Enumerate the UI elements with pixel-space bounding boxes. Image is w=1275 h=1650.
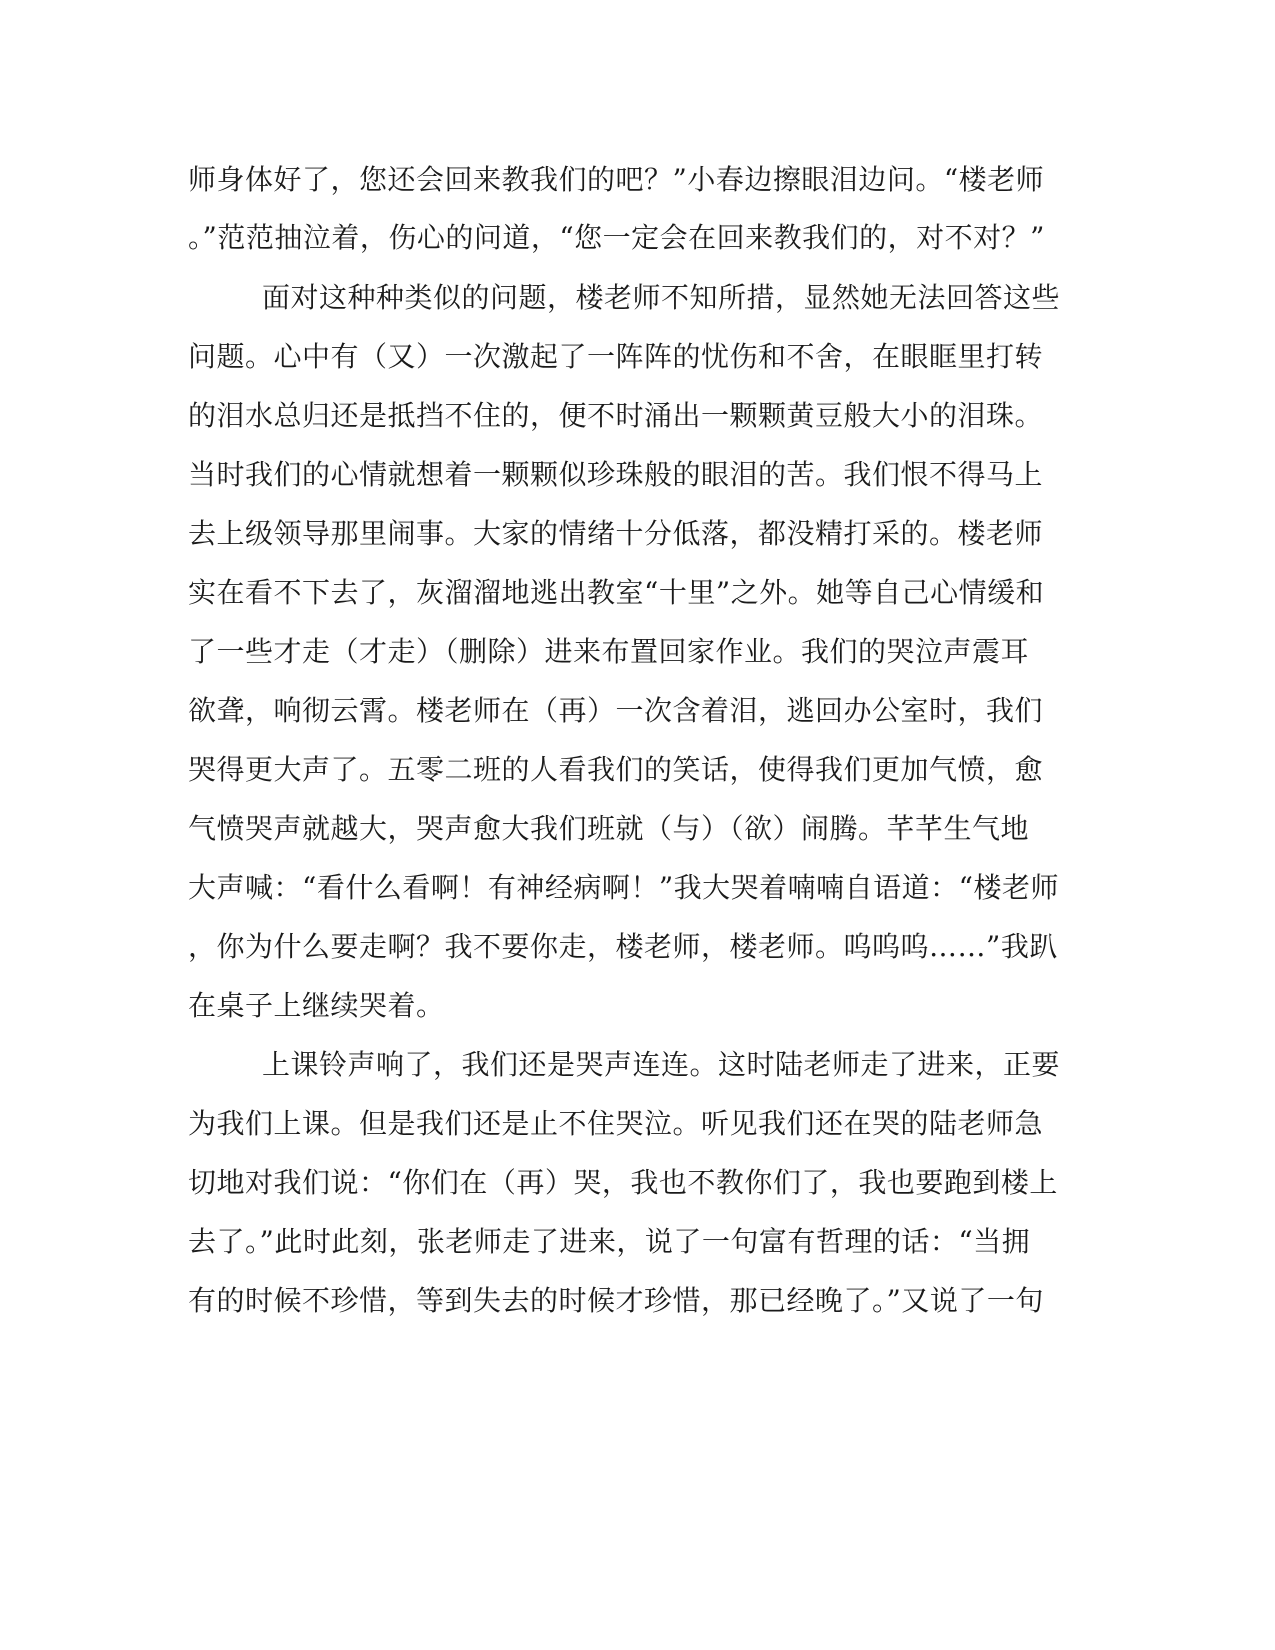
text-line: 哭得更大声了。五零二班的人看我们的笑话，使得我们更加气愤，愈 (188, 753, 1044, 786)
text-line: 师身体好了，您还会回来教我们的吧？”小春边擦眼泪边问。“楼老师 (188, 163, 1045, 196)
text-line: 。”范范抽泣着，伤心的问道，“您一定会在回来教我们的，对不对？” (188, 221, 1045, 254)
text-line: 了一些才走（才走）（删除）进来布置回家作业。我们的哭泣声震耳 (188, 635, 1030, 668)
text-line: 去上级领导那里闹事。大家的情绪十分低落，都没精打采的。楼老师 (188, 517, 1044, 550)
paragraph-start-line: 面对这种种类似的问题，楼老师不知所措，显然她无法回答这些 (262, 281, 1061, 314)
text-line: 欲聋，响彻云霄。楼老师在（再）一次含着泪，逃回办公室时，我们 (188, 694, 1044, 727)
text-line: 实在看不下去了，灰溜溜地逃出教室“十里”之外。她等自己心情缓和 (188, 576, 1045, 609)
text-line: 有的时候不珍惜，等到失去的时候才珍惜，那已经晚了。”又说了一句 (188, 1284, 1044, 1317)
text-line: 切地对我们说：“你们在（再）哭，我也不教你们了，我也要跑到楼上 (188, 1166, 1058, 1199)
text-line: 当时我们的心情就想着一颗颗似珍珠般的眼泪的苦。我们恨不得马上 (188, 458, 1044, 491)
text-line: ，你为什么要走啊？我不要你走，楼老师，楼老师。呜呜呜……”我趴 (188, 930, 1058, 963)
text-line: 在桌子上继续哭着。 (188, 989, 445, 1022)
text-line: 为我们上课。但是我们还是止不住哭泣。听见我们还在哭的陆老师急 (188, 1107, 1044, 1140)
text-line: 大声喊：“看什么看啊！有神经病啊！”我大哭着喃喃自语道：“楼老师 (188, 871, 1059, 904)
text-line: 的泪水总归还是抵挡不住的，便不时涌出一颗颗黄豆般大小的泪珠。 (188, 399, 1044, 432)
text-line: 去了。”此时此刻，张老师走了进来，说了一句富有哲理的话：“当拥 (188, 1225, 1031, 1258)
paragraph-start-line: 上课铃声响了，我们还是哭声连连。这时陆老师走了进来，正要 (262, 1048, 1061, 1081)
text-line: 气愤哭声就越大，哭声愈大我们班就（与）（欲）闹腾。芊芊生气地 (188, 812, 1030, 845)
text-line: 问题。心中有（又）一次激起了一阵阵的忧伤和不舍，在眼眶里打转 (188, 340, 1044, 373)
